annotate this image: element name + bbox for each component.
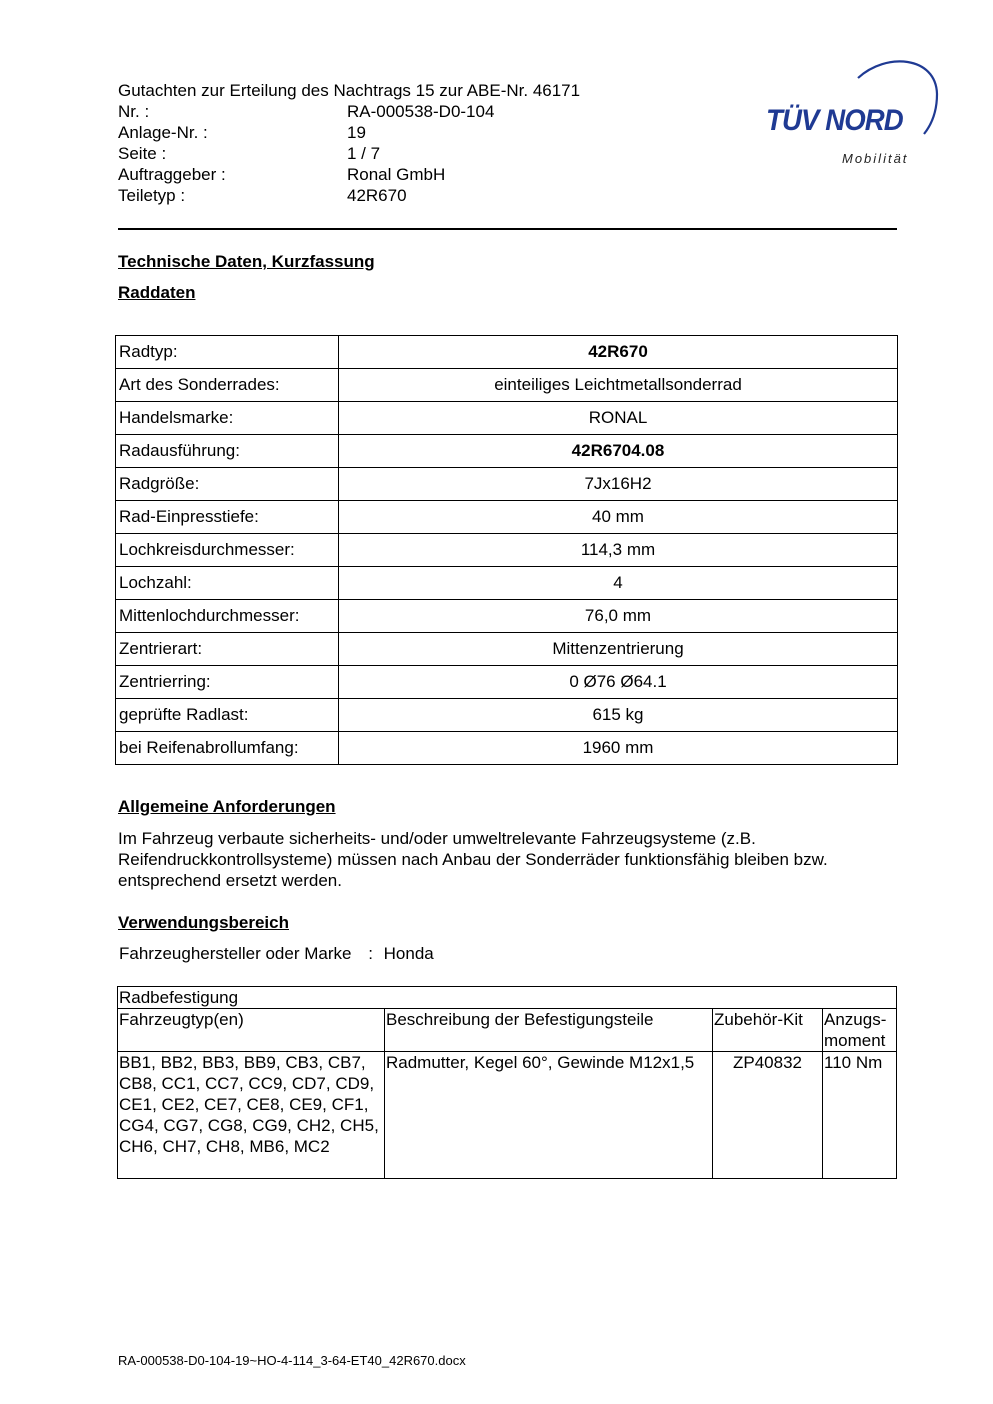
wheel-data-value: 42R6704.08 <box>339 435 898 468</box>
footer-filename: RA-000538-D0-104-19~HO-4-114_3-64-ET40_42R670.docx <box>118 1353 466 1368</box>
section-heading-general: Allgemeine Anforderungen <box>118 797 336 816</box>
table-row <box>116 600 898 633</box>
table-row <box>118 1052 897 1179</box>
table-row <box>116 534 898 567</box>
wheel-mounting-table <box>117 986 897 1179</box>
wheel-data-value: 7Jx16H2 <box>339 468 898 501</box>
header-value: 1 / 7 <box>347 144 381 163</box>
header-field <box>118 101 580 122</box>
header-value: 42R670 <box>347 186 407 205</box>
wheel-data-value: 42R670 <box>339 336 898 369</box>
section-heading-wheel-data: Raddaten <box>118 283 196 302</box>
wheel-data-label: Zentrierring: <box>116 666 339 699</box>
table-row <box>116 732 898 765</box>
wheel-data-label: Lochkreisdurchmesser: <box>116 534 339 567</box>
header-value: RA-000538-D0-104 <box>347 102 495 121</box>
wheel-data-value: 40 mm <box>339 501 898 534</box>
wheel-data-value: Mittenzentrierung <box>339 633 898 666</box>
header-label: Teiletyp : <box>118 186 186 205</box>
table-row <box>116 501 898 534</box>
wheel-data-label: Rad-Einpresstiefe: <box>116 501 339 534</box>
maker-label: Fahrzeughersteller oder Marke <box>119 944 352 963</box>
document-header <box>118 80 580 206</box>
wheel-data-value: 0 Ø76 Ø64.1 <box>339 666 898 699</box>
mount-header-description: Beschreibung der Befestigungsteile <box>385 1009 713 1052</box>
logo-subtitle: Mobilität <box>842 151 909 166</box>
wheel-data-label: Radausführung: <box>116 435 339 468</box>
header-field <box>118 143 580 164</box>
maker-separator: : <box>368 944 373 963</box>
header-field <box>118 185 580 206</box>
wheel-data-label: bei Reifenabrollumfang: <box>116 732 339 765</box>
table-row <box>116 567 898 600</box>
table-row <box>116 336 898 369</box>
mount-header-torque: Anzugs-moment <box>823 1009 897 1052</box>
wheel-data-label: Mittenlochdurchmesser: <box>116 600 339 633</box>
section-heading-usage: Verwendungsbereich <box>118 913 289 932</box>
header-label: Nr. : <box>118 102 150 121</box>
wheel-data-value: 114,3 mm <box>339 534 898 567</box>
table-row <box>116 633 898 666</box>
logo-wordmark: TÜV NORD <box>766 104 903 137</box>
wheel-data-label: Radgröße: <box>116 468 339 501</box>
wheel-data-label: Art des Sonderrades: <box>116 369 339 402</box>
header-label: Auftraggeber : <box>118 165 226 184</box>
vehicle-maker-line <box>119 944 434 964</box>
header-value: Ronal GmbH <box>347 165 446 184</box>
mount-cell-types: BB1, BB2, BB3, BB9, CB3, CB7, CB8, CC1, CC7, CC9, CD7, CD9, CE1, CE2, CE7, CE8, CE9, CF1, CG4, CG7, CG8, CG9, CH2, CH5, CH6, CH7, CH8, MB6, MC2 <box>118 1052 385 1179</box>
document-title: Gutachten zur Erteilung des Nachtrags 15 zur ABE-Nr. 46171 <box>118 81 581 100</box>
wheel-data-label: Handelsmarke: <box>116 402 339 435</box>
mount-header-kit: Zubehör-Kit <box>713 1009 823 1052</box>
table-row <box>116 369 898 402</box>
table-row <box>116 435 898 468</box>
header-field <box>118 164 580 185</box>
mount-cell-kit: ZP40832 <box>713 1052 823 1179</box>
wheel-data-value: 615 kg <box>339 699 898 732</box>
tuv-nord-logo <box>766 58 946 178</box>
wheel-data-value: 4 <box>339 567 898 600</box>
mount-header-types: Fahrzeugtyp(en) <box>118 1009 385 1052</box>
mount-cell-torque: 110 Nm <box>823 1052 897 1179</box>
wheel-data-value: einteiliges Leichtmetallsonderrad <box>339 369 898 402</box>
mount-cell-description: Radmutter, Kegel 60°, Gewinde M12x1,5 <box>385 1052 713 1179</box>
wheel-data-value: 1960 mm <box>339 732 898 765</box>
wheel-data-label: Lochzahl: <box>116 567 339 600</box>
header-label: Seite : <box>118 144 167 163</box>
table-row <box>116 468 898 501</box>
section-heading-technical: Technische Daten, Kurzfassung <box>118 252 375 271</box>
wheel-data-value: 76,0 mm <box>339 600 898 633</box>
wheel-data-label: geprüfte Radlast: <box>116 699 339 732</box>
general-requirements-text: Im Fahrzeug verbaute sicherheits- und/oder umweltrelevante Fahrzeugsysteme (z.B. Reifendruckkontrollsysteme) müssen nach Anbau der Sonderräder funktionsfähig bleiben bzw. entsprechend ersetzt werden. <box>118 829 828 890</box>
header-divider <box>118 228 897 230</box>
header-field <box>118 122 580 143</box>
maker-value: Honda <box>383 944 434 963</box>
table-row <box>116 402 898 435</box>
wheel-data-table <box>115 335 898 765</box>
header-value: 19 <box>347 123 366 142</box>
wheel-data-value: RONAL <box>339 402 898 435</box>
mount-table-caption: Radbefestigung <box>118 987 897 1009</box>
table-row <box>116 666 898 699</box>
header-label: Anlage-Nr. : <box>118 123 208 142</box>
wheel-data-label: Zentrierart: <box>116 633 339 666</box>
wheel-data-label: Radtyp: <box>116 336 339 369</box>
table-row <box>116 699 898 732</box>
